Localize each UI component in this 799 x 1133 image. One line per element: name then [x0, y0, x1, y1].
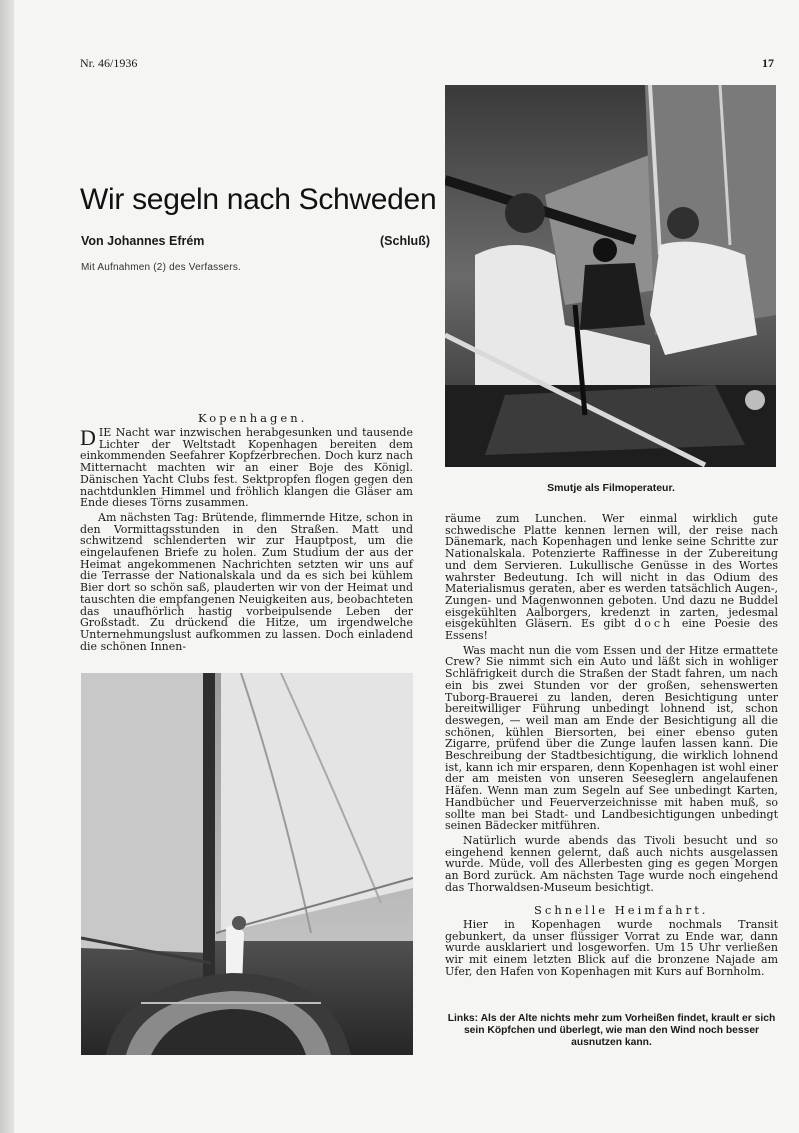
right-column-text-end — [445, 919, 778, 978]
section-heading-heimfahrt: Schnelle Heimfahrt. — [534, 903, 709, 917]
photo-film-operator — [445, 85, 776, 467]
spaced-word: doch — [634, 617, 674, 631]
left-column-text — [80, 427, 413, 652]
article-author: Von Johannes Efrém — [81, 234, 205, 248]
paragraph — [80, 427, 413, 509]
paragraph: Am nächsten Tag: Brütende, flimmernde Hitze, schon in den Vormittagsstunden in den Straßen. Matt und schwitzend schlenderten wir zur Hauptpost, um die eingelaufenen Briefe zu holen. Zum Studium der aus der Heimat angekommenen Nachrichten setzten wir uns auf die Terrasse der Nationalskala und da es sich bei kühlem Bier dort so schön saß, plauderten wir von der Heimat und tauschten die empfangenen Neuigkeiten aus, beobachteten das unaufhörlich hastig vorbeipulsende Leben der Großstadt. Zu drückend die Hitze, um irgendwelche Unternehmungslust aufkommen zu lassen. Doch einladend die schönen Innen- — [80, 510, 413, 653]
paragraph-text: eine Poesie des Essens! — [445, 617, 778, 643]
page-number: 17 — [762, 56, 774, 70]
page-spine-shadow — [0, 0, 14, 1133]
article-part-label: (Schluß) — [380, 234, 430, 248]
photo-sailor-at-mast — [81, 673, 413, 1055]
caption-bottom-photo: Links: Als der Alte nichts mehr zum Vorheißen findet, krault er sich sein Köpfchen und überlegt, wie man den Wind noch besser ausnutzen kann. — [447, 1013, 776, 1048]
issue-number: Nr. 46/1936 — [80, 56, 138, 70]
paragraph: Natürlich wurde abends das Tivoli besucht und so eingehend kennen gelernt, daß auch nichts ausgelassen wurde. Müde, voll des Allerbesten ging es gegen Morgen an Bord zurück. Am nächsten Tage wurde noch eingehend das Thorwaldsen-Museum besichtigt. — [445, 833, 778, 894]
article-title: Wir segeln nach Schweden — [80, 183, 437, 216]
photo-credit: Mit Aufnahmen (2) des Verfassers. — [81, 262, 242, 273]
paragraph: Hier in Kopenhagen wurde nochmals Transit gebunkert, da unser flüssiger Vorrat zu Ende war, dann wurde ausklariert und losgeworfen. Um 15 Uhr verließen wir mit einem letzten Blick auf die bronzene Najade am Ufer, den Hafen von Kopenhagen mit Kurs auf Bornholm. — [445, 918, 778, 978]
paragraph-text: IE Nacht war inzwischen herabgesunken und tausende Lichter der Weltstadt Kopenhagen bereiten dem einkommenden Seefahrer Kopfzerbrechen. Doch kurz nach Mitternacht machten wir an einer Boje des Königl. Dänischen Yacht Clubs fest. Sektpropfen flogen gegen den nachtdunklen Himmel und fröhlich klangen die Gläser am Ende dieses Törns zusammen. — [80, 426, 413, 510]
section-heading-kopenhagen: Kopenhagen. — [198, 411, 308, 425]
drop-cap: D — [80, 425, 96, 450]
paragraph: Was macht nun die vom Essen und der Hitze ermattete Crew? Sie nimmt sich ein Auto und läßt sich in wohliger Schläfrigkeit durch die Straßen der Stadt fahren, um nach ein bis zwei Stunden vor der großen, sehenswerten Tuborg-Brauerei zu landen, deren Besichtigung unter bereitwilliger Führung unbedingt lohnend ist, schon deswegen, — weil man am Ende der Besichtigung all die schönen, kühlen Biersorten, bei einer ebenso guten Zigarre, prüfend über die Zunge laufen lassen kann. Die Beschreibung der Stadtbesichtigung, die wirklich lohnend ist, kann ich mir ersparen, denn Kopenhagen ist wohl einer der am meisten von unseren Seeseglern angelaufenen Häfen. Wenn man zum Segeln auf See unbedingt Karten, Handbücher und Feuerverzeichnisse mit haben muß, so sollte man bei Stadt- und Landbesichtigungen unbedingt seinen Bädecker mitführen. — [445, 643, 778, 833]
right-column-text — [445, 513, 778, 894]
paragraph-text: räume zum Lunchen. Wer einmal wirklich gute schwedische Platte kennen lernen will, der reise nach Dänemark, nach Kopenhagen und lenke seine Schritte zur Nationalskala. Potenzierte Raffinesse in der Zubereitung und dem Servieren. Lukullische Genüsse in des Wortes wahrster Bedeutung. Ich will nicht in das Odium des Materialismus geraten, aber es werden tatsächlich Augen-, Zungen- und Magenwonnen geboten. Und dazu ne Buddel eisgekühlten Aalborgers, kredenzt in zarten, jedesmal eisgekühlten Gläsern. Es gibt — [445, 512, 778, 631]
caption-top-photo: Smutje als Filmoperateur. — [547, 482, 675, 494]
paragraph — [445, 513, 778, 642]
